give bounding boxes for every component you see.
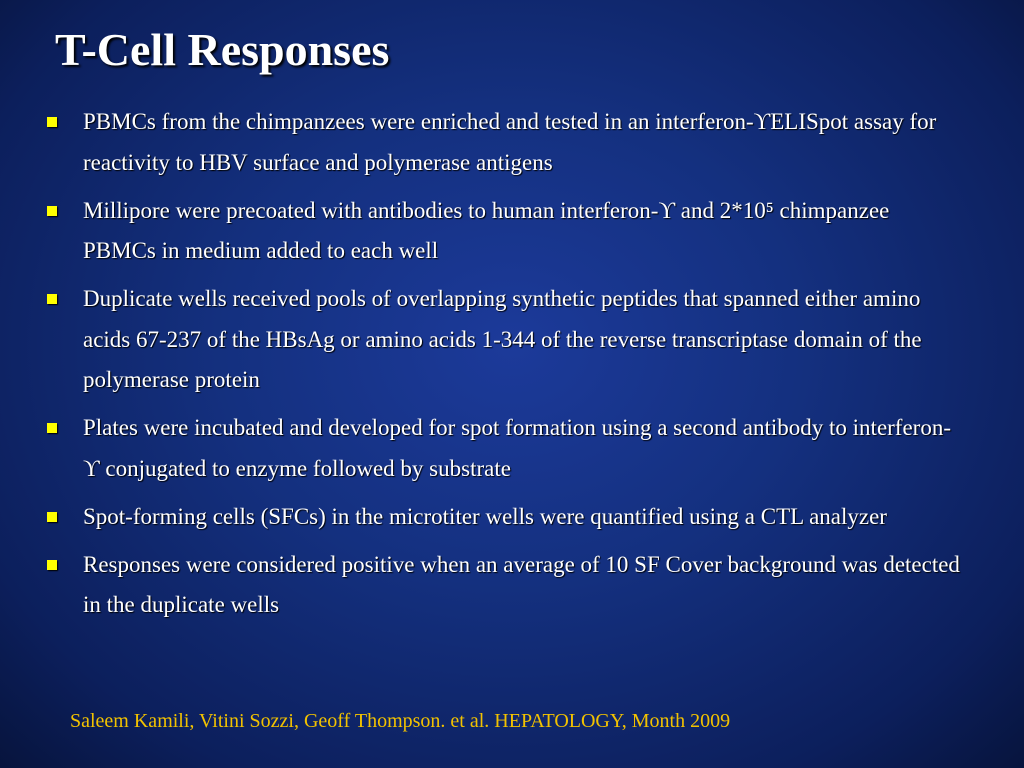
bullet-text-5: Spot-forming cells (SFCs) in the microtiter wells were quantified using a CTL analyzer [83,503,887,529]
slide-title: T-Cell Responses [55,24,390,75]
square-bullet-icon [47,294,57,304]
bullet-text-6: Responses were considered positive when an average of 10 SF Cover background was detected in the duplicate wells [83,551,960,617]
square-bullet-icon [47,512,57,522]
square-bullet-icon [47,206,57,216]
square-bullet-icon [47,423,57,433]
square-bullet-icon [47,560,57,570]
bullet-item-1 [44,102,964,183]
bullet-text-4: Plates were incubated and developed for spot formation using a second antibody to interferon-ϒ conjugated to enzyme followed by substrate [83,415,951,481]
bullet-text-1: PBMCs from the chimpanzees were enriched and tested in an interferon-ϒELISpot assay for reactivity to HBV surface and polymerase antigens [83,109,937,175]
bullet-item-2 [44,191,964,272]
bullet-item-4 [44,408,964,489]
bullet-item-3 [44,279,964,401]
citation: Saleem Kamili, Vitini Sozzi, Geoff Thompson. et al. HEPATOLOGY, Month 2009 [70,710,731,732]
bullet-text-2: Millipore were precoated with antibodies to human interferon-ϒ and 2*10⁵ chimpanzee PBMCs in medium added to each well [83,197,890,263]
bullet-item-6 [44,545,964,626]
square-bullet-icon [47,117,57,127]
bullet-list [44,102,964,633]
bullet-text-3: Duplicate wells received pools of overlapping synthetic peptides that spanned either amino acids 67-237 of the HBsAg or amino acids 1-344 of the reverse transcriptase domain of the polymerase protein [83,286,922,392]
bullet-item-5 [44,497,964,538]
